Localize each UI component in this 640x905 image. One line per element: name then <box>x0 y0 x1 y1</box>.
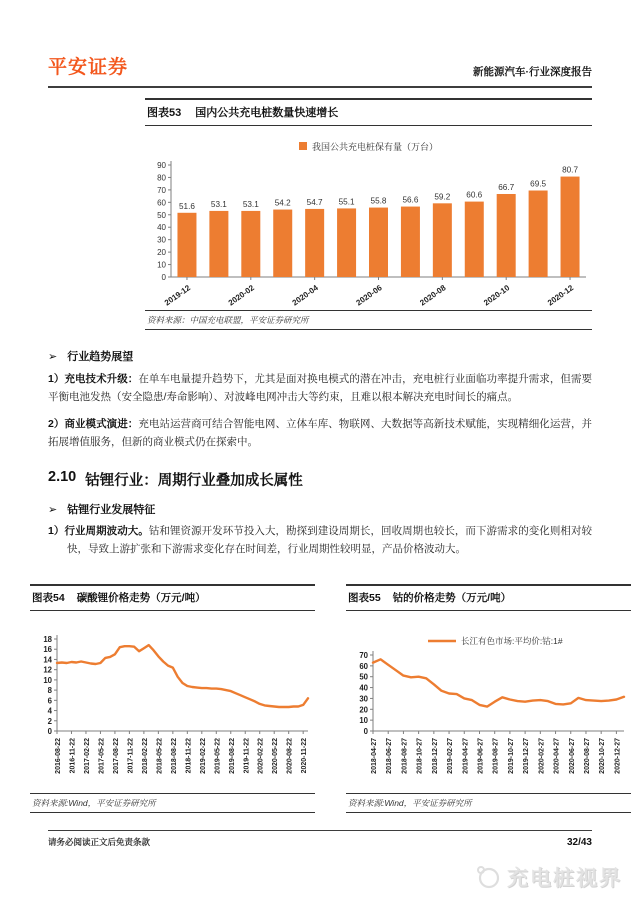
svg-text:60: 60 <box>157 198 166 208</box>
figure-53-title: 国内公共充电桩数量快速增长 <box>195 107 339 119</box>
cobalt-lithium-heading: 钴锂行业发展特征 <box>67 504 156 517</box>
svg-text:0: 0 <box>161 273 166 282</box>
svg-text:18: 18 <box>43 635 52 644</box>
figure-53-legend-label: 我国公共充电桩保有量（万台） <box>311 141 438 152</box>
figure-55-title: 钴的价格走势（万元/吨） <box>392 592 512 604</box>
svg-text:2018-12-27: 2018-12-27 <box>431 738 439 774</box>
svg-text:30: 30 <box>157 235 166 245</box>
svg-text:54.2: 54.2 <box>274 198 291 208</box>
svg-text:2018-06-27: 2018-06-27 <box>386 738 394 774</box>
svg-text:2020-04-27: 2020-04-27 <box>553 738 561 774</box>
figure-54 <box>30 584 315 813</box>
svg-text:2020-05-22: 2020-05-22 <box>272 738 280 774</box>
svg-text:长江有色市场:平均价:钴:1#: 长江有色市场:平均价:钴:1# <box>461 636 563 646</box>
disclaimer-text: 请务必阅读正文后免责条款 <box>48 837 151 847</box>
svg-text:0: 0 <box>47 727 52 736</box>
svg-text:60.6: 60.6 <box>466 190 483 200</box>
svg-text:2020-10-27: 2020-10-27 <box>599 738 607 774</box>
figure-54-title: 碳酸锂价格走势（万元/吨） <box>76 592 206 604</box>
paragraph-charging-tech <box>48 370 592 406</box>
svg-text:2016-11-22: 2016-11-22 <box>69 738 77 774</box>
figure-54-label: 图表54 <box>32 592 65 604</box>
pingan-securities-logo: 平安证券 <box>48 57 129 78</box>
svg-text:2019-12-27: 2019-12-27 <box>523 738 531 774</box>
cobalt-lithium-bullet <box>48 501 592 517</box>
svg-text:80.7: 80.7 <box>562 165 579 175</box>
svg-text:2020-08-27: 2020-08-27 <box>583 738 591 774</box>
svg-text:2020-12: 2020-12 <box>545 283 576 307</box>
svg-text:2016-08-22: 2016-08-22 <box>55 738 62 774</box>
figure-53 <box>145 98 592 330</box>
svg-text:2020-02-27: 2020-02-27 <box>538 738 546 774</box>
svg-text:70: 70 <box>359 651 368 660</box>
svg-text:2020-08-22: 2020-08-22 <box>286 738 294 774</box>
figure-55-source: 资料来源:Wind，平安证券研究所 <box>346 793 631 813</box>
svg-text:2018-10-27: 2018-10-27 <box>416 738 424 774</box>
svg-text:2020-11-22: 2020-11-22 <box>301 738 309 774</box>
svg-text:2020-10: 2020-10 <box>482 283 512 307</box>
paragraph-body: 充电站运营商可结合智能电网、立体车库、物联网、大数据等高新技术赋能，实现精细化运营，并拓展增值服务，但新的商业模式仍在探索中。 <box>48 418 592 449</box>
watermark-text: 充电桩视界 <box>507 867 622 890</box>
lithium-carbonate-price-line-chart <box>30 611 315 791</box>
svg-text:2018-11-22: 2018-11-22 <box>185 738 193 774</box>
body-text <box>48 348 592 558</box>
svg-text:50: 50 <box>359 672 368 682</box>
paragraph-business-model <box>48 415 592 451</box>
watermark-logo-icon <box>475 864 501 890</box>
svg-text:2018-04-27: 2018-04-27 <box>371 738 378 774</box>
svg-text:8: 8 <box>47 686 52 696</box>
svg-text:30: 30 <box>359 694 368 704</box>
figure-54-source: 资料来源:Wind，平安证券研究所 <box>30 793 315 813</box>
svg-text:2019-06-27: 2019-06-27 <box>477 738 485 774</box>
section-number: 2.10 <box>48 469 77 486</box>
svg-text:20: 20 <box>359 705 368 715</box>
svg-text:2019-11-22: 2019-11-22 <box>243 738 251 774</box>
report-type-label: 新能源汽车·行业深度报告 <box>473 66 592 78</box>
figure-53-caption <box>145 98 592 126</box>
page-number: 32/43 <box>566 837 592 848</box>
industry-trend-heading: 行业趋势展望 <box>67 351 134 363</box>
svg-text:2020-06: 2020-06 <box>354 283 384 307</box>
svg-text:2020-02: 2020-02 <box>226 283 256 307</box>
svg-text:2020-02-22: 2020-02-22 <box>257 738 265 774</box>
bottom-figures <box>30 584 630 813</box>
watermark <box>475 862 622 892</box>
public-charging-pile-bar-chart <box>145 155 592 307</box>
svg-text:2020-04: 2020-04 <box>290 283 320 307</box>
figure-55-caption <box>346 584 631 611</box>
svg-text:16: 16 <box>43 645 52 655</box>
svg-text:59.2: 59.2 <box>434 192 451 202</box>
arrow-bullet-icon: ➢ <box>48 504 58 517</box>
svg-text:2019-02-27: 2019-02-27 <box>447 738 455 774</box>
svg-text:60: 60 <box>359 661 368 671</box>
svg-text:2020-08: 2020-08 <box>418 283 448 307</box>
svg-text:2017-05-22: 2017-05-22 <box>98 738 106 774</box>
svg-text:70: 70 <box>157 185 166 195</box>
svg-text:53.1: 53.1 <box>210 199 227 209</box>
svg-text:66.7: 66.7 <box>498 182 515 192</box>
svg-text:2020-12-27: 2020-12-27 <box>614 738 622 774</box>
section-title: 钴锂行业：周期行业叠加成长属性 <box>85 473 303 490</box>
svg-text:2018-05-22: 2018-05-22 <box>156 738 164 774</box>
svg-text:56.6: 56.6 <box>402 195 419 205</box>
svg-text:80: 80 <box>157 173 166 183</box>
paragraph-body: 钴和锂资源开发环节投入大，勘探到建设周期长，回收周期也较长，而下游需求的变化则相对较快，导致上游扩张和下游需求变化存在时间差，行业周期性较明显，产品价格波动大。 <box>67 525 593 556</box>
section-2-10-heading <box>48 469 592 490</box>
paragraph-lead: 1）行业周期波动大。 <box>48 525 149 538</box>
svg-text:2018-08-22: 2018-08-22 <box>170 738 178 774</box>
svg-text:10: 10 <box>359 716 368 726</box>
svg-text:2019-05-22: 2019-05-22 <box>214 738 222 774</box>
svg-text:40: 40 <box>157 223 166 233</box>
svg-text:51.6: 51.6 <box>178 201 195 211</box>
svg-text:2019-10-27: 2019-10-27 <box>507 738 515 774</box>
figure-55-label: 图表55 <box>348 592 381 604</box>
svg-text:53.1: 53.1 <box>242 199 259 209</box>
svg-text:10: 10 <box>157 260 166 270</box>
svg-text:2019-12: 2019-12 <box>162 283 193 307</box>
figure-53-label: 图表53 <box>147 107 182 119</box>
svg-text:2019-04-27: 2019-04-27 <box>462 738 470 774</box>
figure-53-legend <box>145 139 592 153</box>
svg-text:2020-06-27: 2020-06-27 <box>568 738 576 774</box>
svg-text:6: 6 <box>47 696 52 706</box>
svg-text:2018-02-22: 2018-02-22 <box>141 738 149 774</box>
figure-55 <box>346 584 631 813</box>
svg-text:2017-02-22: 2017-02-22 <box>83 738 91 774</box>
svg-text:4: 4 <box>47 706 52 716</box>
cobalt-price-line-chart <box>346 611 631 791</box>
svg-text:2017-11-22: 2017-11-22 <box>127 738 135 774</box>
svg-text:40: 40 <box>359 683 368 693</box>
svg-text:2017-08-22: 2017-08-22 <box>112 738 120 774</box>
svg-text:90: 90 <box>157 161 166 170</box>
paragraph-industry-cycle <box>48 522 592 558</box>
svg-text:2019-08-22: 2019-08-22 <box>228 738 236 774</box>
svg-text:2: 2 <box>47 716 52 726</box>
paragraph-lead: 1）充电技术升级： <box>48 373 139 385</box>
svg-text:50: 50 <box>157 210 166 220</box>
svg-text:20: 20 <box>157 248 166 258</box>
figure-54-caption <box>30 584 315 611</box>
page-header <box>48 52 592 88</box>
paragraph-body: 在单车电量提升趋势下，尤其是面对换电模式的潜在冲击，充电桩行业面临功率提升需求，但需要平衡电池发热（安全隐患/寿命影响）、对波峰电网冲击大等约束，且难以根本解决充电时间长的痛点。 <box>48 373 592 404</box>
arrow-bullet-icon: ➢ <box>48 351 58 363</box>
svg-text:12: 12 <box>43 665 52 675</box>
svg-text:54.7: 54.7 <box>306 197 323 207</box>
svg-text:2018-08-27: 2018-08-27 <box>401 738 409 774</box>
svg-text:0: 0 <box>363 727 368 736</box>
page-footer <box>48 830 592 848</box>
svg-text:55.8: 55.8 <box>370 196 387 206</box>
paragraph-lead: 2）商业模式演进： <box>48 418 139 431</box>
legend-square-icon <box>299 142 307 150</box>
svg-text:55.1: 55.1 <box>338 197 355 207</box>
svg-text:2019-02-22: 2019-02-22 <box>199 738 207 774</box>
svg-text:14: 14 <box>43 655 52 665</box>
svg-text:2019-08-27: 2019-08-27 <box>492 738 500 774</box>
figure-53-source: 资料来源：中国充电联盟，平安证券研究所 <box>145 310 592 330</box>
svg-text:10: 10 <box>43 675 52 685</box>
svg-text:69.5: 69.5 <box>530 179 547 189</box>
industry-trend-bullet <box>48 348 592 364</box>
